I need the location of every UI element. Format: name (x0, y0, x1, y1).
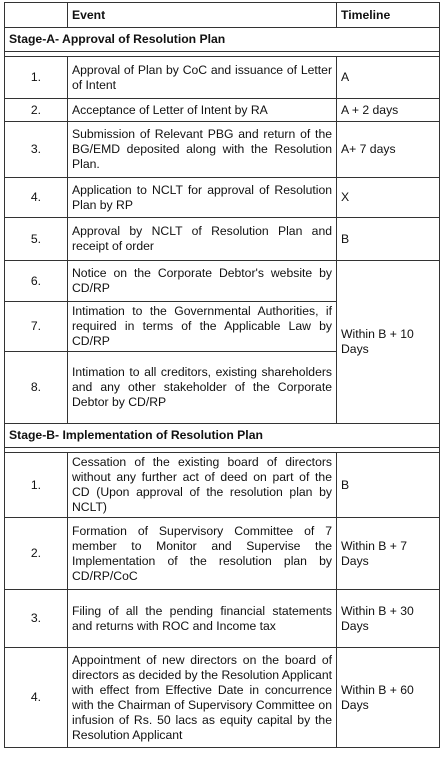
row-event: Acceptance of Letter of Intent by RA (68, 99, 337, 122)
row-number: 8. (5, 352, 68, 424)
table-row (5, 518, 440, 590)
table-row (5, 648, 440, 748)
row-timeline: A + 2 days (337, 99, 440, 122)
row-event: Notice on the Corporate Debtor's website by CD/RP (68, 261, 337, 302)
row-timeline: B (337, 218, 440, 261)
row-timeline: B (337, 453, 440, 518)
row-number: 1. (5, 453, 68, 518)
stage-a-heading-row (5, 28, 440, 52)
row-number: 5. (5, 218, 68, 261)
row-event: Intimation to the Governmental Authorities, if required in terms of the Applicable Law by CD/RP (68, 302, 337, 352)
row-number: 1. (5, 57, 68, 99)
stage-a-title: Stage-A- Approval of Resolution Plan (5, 28, 440, 52)
table-row (5, 122, 440, 178)
row-timeline: X (337, 178, 440, 218)
stage-b-title: Stage-B- Implementation of Resolution Plan (5, 424, 440, 448)
table-row (5, 590, 440, 648)
row-event: Approval by NCLT of Resolution Plan and receipt of order (68, 218, 337, 261)
row-number: 2. (5, 99, 68, 122)
row-event: Cessation of the existing board of directors without any further act of deed on part of the CD (Upon approval of the resolution plan by NCLT) (68, 453, 337, 518)
header-timeline: Timeline (337, 3, 440, 28)
table-row (5, 57, 440, 99)
row-number: 2. (5, 518, 68, 590)
row-number: 7. (5, 302, 68, 352)
row-number: 4. (5, 648, 68, 748)
row-timeline: Within B + 30 Days (337, 590, 440, 648)
table-row (5, 453, 440, 518)
row-event: Submission of Relevant PBG and return of the BG/EMD deposited along with the Resolution Plan. (68, 122, 337, 178)
row-number: 4. (5, 178, 68, 218)
row-timeline: A+ 7 days (337, 122, 440, 178)
row-event: Formation of Supervisory Committee of 7 member to Monitor and Supervise the Implementation of the resolution plan by CD/RP/CoC (68, 518, 337, 590)
row-event: Filing of all the pending financial statements and returns with ROC and Income tax (68, 590, 337, 648)
row-timeline: Within B + 7 Days (337, 518, 440, 590)
row-timeline: A (337, 57, 440, 99)
row-timeline: Within B + 60 Days (337, 648, 440, 748)
table-row (5, 178, 440, 218)
merged-timeline: Within B + 10 Days (337, 261, 440, 424)
row-number: 6. (5, 261, 68, 302)
table-header-row (5, 3, 440, 28)
table-row (5, 261, 440, 302)
table-row (5, 99, 440, 122)
row-number: 3. (5, 122, 68, 178)
row-event: Intimation to all creditors, existing shareholders and any other stakeholder of the Corporate Debtor by CD/RP (68, 352, 337, 424)
row-number: 3. (5, 590, 68, 648)
header-num (5, 3, 68, 28)
header-event: Event (68, 3, 337, 28)
row-event: Application to NCLT for approval of Resolution Plan by RP (68, 178, 337, 218)
row-event: Appointment of new directors on the board of directors as decided by the Resolution Applicant with effect from Effective Date in concurrence with the Chairman of Supervisory Committee on infusion of Rs. 50 lacs as equity capital by the Resolution Applicant (68, 648, 337, 748)
row-event: Approval of Plan by CoC and issuance of Letter of Intent (68, 57, 337, 99)
table-row (5, 218, 440, 261)
resolution-plan-table (4, 2, 440, 748)
stage-b-heading-row (5, 424, 440, 448)
